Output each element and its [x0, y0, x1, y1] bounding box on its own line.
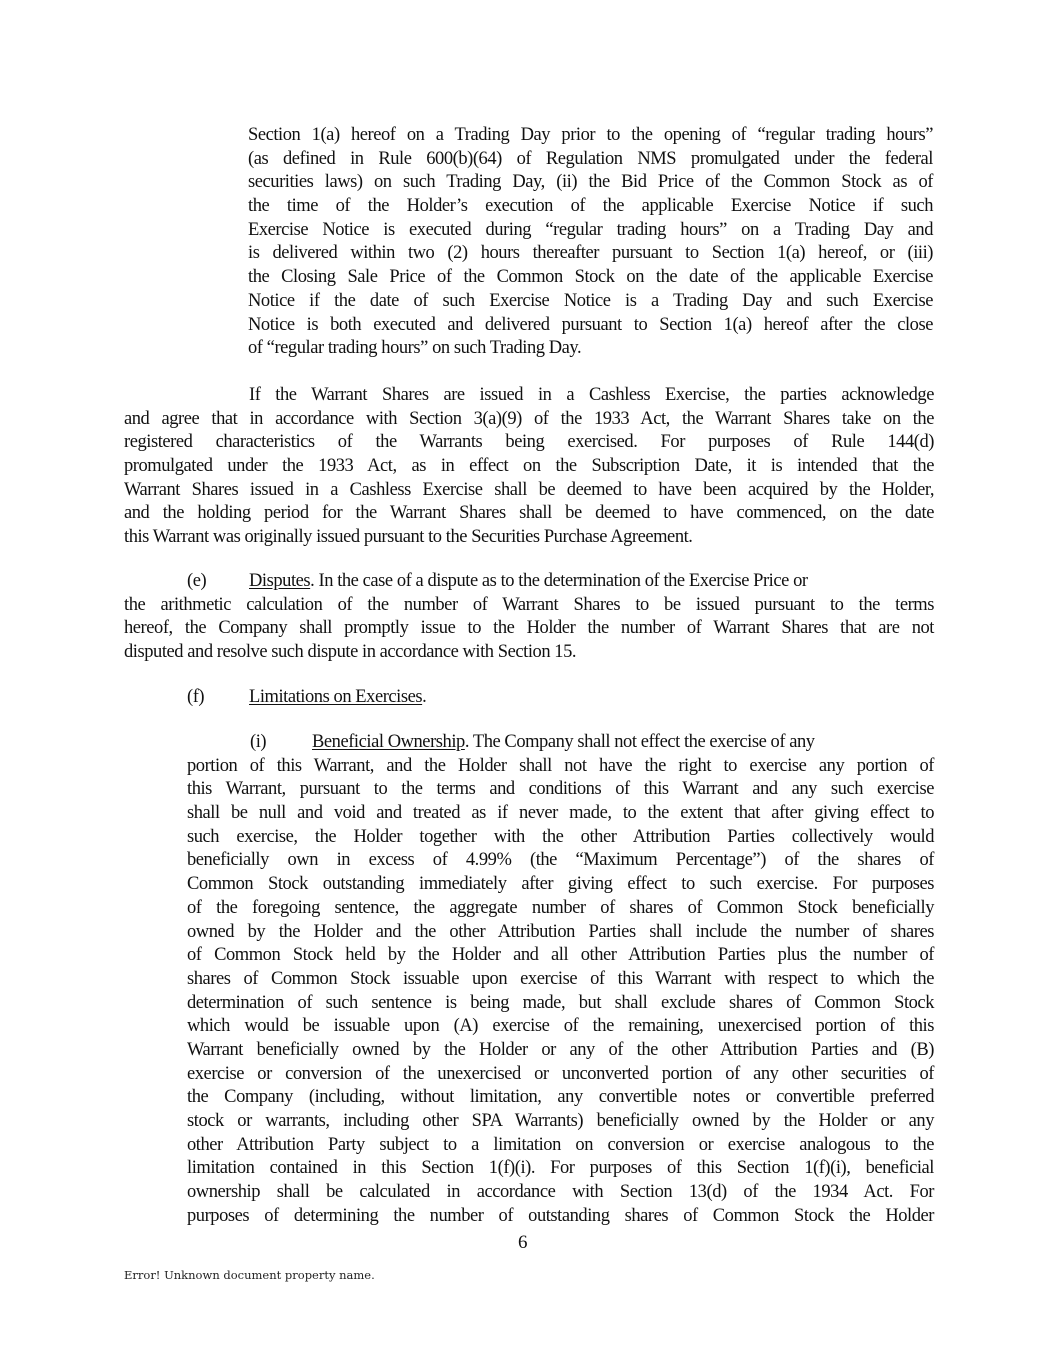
- section-f-i-beneficial-ownership: [187, 731, 934, 1228]
- text-line: Section 1(a) hereof on a Trading Day prior to the opening of “regular trading hours”: [248, 125, 933, 145]
- text-line: ownership shall be calculated in accordance with Section 13(d) of the 1934 Act. For: [187, 1182, 934, 1203]
- text-line: shall be null and void and treated as if never made, to the extent that after giving effect to: [187, 803, 934, 824]
- text-line: the Closing Sale Price of the Common Stock on the date of the applicable Exercise: [248, 267, 933, 288]
- text-line: exercise or conversion of the unexercised or unconverted portion of any other securities of: [187, 1063, 934, 1084]
- text-line: Notice if the date of such Exercise Notice is a Trading Day and such Exercise: [248, 290, 933, 311]
- text-line: securities laws) on such Trading Day, (ii) the Bid Price of the Common Stock as of: [248, 172, 933, 193]
- text-line: Notice is both executed and delivered pursuant to Section 1(a) hereof after the close: [248, 314, 933, 335]
- text-line: the arithmetic calculation of the number of Warrant Shares to be issued pursuant to the terms: [124, 594, 934, 615]
- section-label: (e): [187, 571, 207, 591]
- section-heading: Beneficial Ownership: [312, 732, 465, 752]
- text-line: stock or warrants, including other SPA Warrants) beneficially owned by the Holder or any: [187, 1111, 934, 1131]
- section-e-disputes: [124, 570, 934, 665]
- text-line: promulgated under the 1933 Act, as in effect on the Subscription Date, it is intended that the: [124, 456, 934, 477]
- text-line: If the Warrant Shares are issued in a Cashless Exercise, the parties acknowledge: [249, 385, 934, 405]
- text-line: beneficially own in excess of 4.99% (the “Maximum Percentage”) of the shares of: [187, 850, 934, 871]
- text-line: registered characteristics of the Warrants being exercised. For purposes of Rule 144(d): [124, 432, 934, 453]
- text-line: shares of Common Stock issuable upon exercise of this Warrant with respect to which the: [187, 968, 934, 989]
- section-label: (f): [187, 687, 205, 707]
- text-line: of “regular trading hours” on such Trading Day.: [248, 338, 582, 359]
- text-line: determination of such sentence is being made, but shall exclude shares of Common Stock: [187, 992, 934, 1013]
- text-line: and the holding period for the Warrant Shares shall be deemed to have commenced, on the date: [124, 503, 934, 524]
- text-line: such exercise, the Holder together with the other Attribution Parties collectively would: [187, 826, 934, 847]
- text-line: Common Stock outstanding immediately after giving effect to such exercise. For purposes: [187, 874, 934, 895]
- text-line: . In the case of a dispute as to the determination of the Exercise Price or: [310, 571, 808, 591]
- cashless-exercise-paragraph: [124, 384, 934, 550]
- section-heading: Limitations on Exercises: [249, 687, 423, 707]
- text-line: is delivered within two (2) hours thereafter pursuant to Section 1(a) hereof, or (iii): [248, 243, 933, 264]
- text-line: this Warrant was originally issued pursuant to the Securities Purchase Agreement.: [124, 527, 693, 548]
- section-heading: Disputes: [249, 571, 311, 591]
- text-line: and agree that in accordance with Section 3(a)(9) of the 1933 Act, the Warrant Shares take on the: [124, 408, 934, 429]
- text-line: owned by the Holder and the other Attribution Parties shall include the number of shares: [187, 921, 934, 942]
- text-line: Warrant beneficially owned by the Holder or any of the other Attribution Parties and (B): [187, 1039, 934, 1060]
- section-label: (i): [250, 732, 267, 752]
- footer-text: Error! Unknown document property name.: [124, 1268, 375, 1282]
- text-line: purposes of determining the number of outstanding shares of Common Stock the Holder: [187, 1205, 934, 1226]
- text-line: portion of this Warrant, and the Holder shall not have the right to exercise any portion of: [187, 755, 934, 776]
- text-line: this Warrant, pursuant to the terms and conditions of this Warrant and any such exercise: [187, 779, 934, 800]
- text-line: the Company (including, without limitation, any convertible notes or convertible preferred: [187, 1087, 934, 1108]
- continued-clause: [248, 124, 933, 361]
- text-line: hereof, the Company shall promptly issue to the Holder the number of Warrant Shares that are not: [124, 618, 934, 639]
- text-line: (as defined in Rule 600(b)(64) of Regulation NMS promulgated under the federal: [248, 148, 933, 169]
- section-f-i-first-line: [187, 731, 934, 755]
- section-f-limitations: [187, 686, 934, 710]
- text-line: which would be issuable upon (A) exercise of the remaining, unexercised portion of this: [187, 1016, 934, 1037]
- text-line: other Attribution Party subject to a limitation on conversion or exercise analogous to the: [187, 1134, 934, 1155]
- text-line: disputed and resolve such dispute in accordance with Section 15.: [124, 642, 577, 663]
- text-line: limitation contained in this Section 1(f)(i). For purposes of this Section 1(f)(i), beneficial: [187, 1158, 934, 1179]
- text-line: . The Company shall not effect the exercise of any: [464, 732, 815, 752]
- text-line: of the foregoing sentence, the aggregate number of shares of Common Stock beneficially: [187, 897, 934, 918]
- heading-suffix: .: [422, 687, 427, 707]
- text-line: of Common Stock held by the Holder and all other Attribution Parties plus the number of: [187, 945, 934, 966]
- text-line: Warrant Shares issued in a Cashless Exercise shall be deemed to have been acquired by the Holder,: [124, 479, 934, 500]
- text-line: Exercise Notice is executed during “regular trading hours” on a Trading Day and: [248, 219, 933, 240]
- section-e-first-line: [124, 570, 934, 594]
- page-number: 6: [518, 1232, 528, 1253]
- text-line: the time of the Holder’s execution of the applicable Exercise Notice if such: [248, 196, 933, 217]
- section-f-heading-line: [187, 686, 934, 710]
